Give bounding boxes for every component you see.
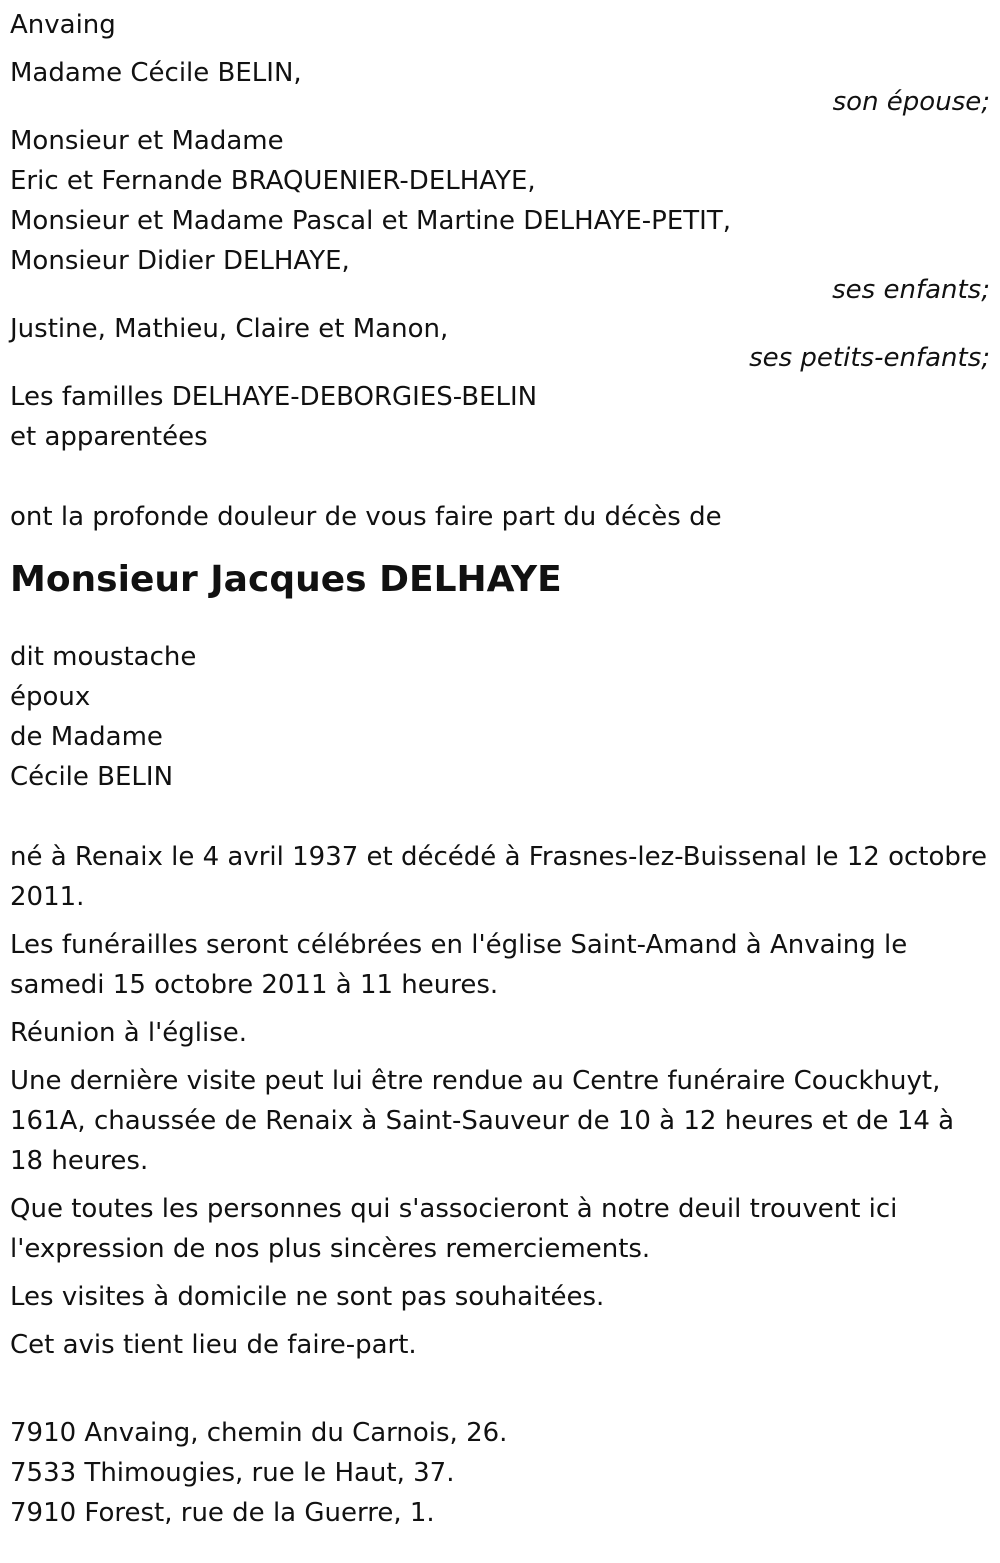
meeting-paragraph: Réunion à l'église.	[10, 1018, 248, 1048]
grandchildren-names: Justine, Mathieu, Claire et Manon,	[10, 314, 449, 344]
spacer	[10, 797, 990, 837]
detail-line: Cécile BELIN	[10, 762, 174, 792]
families-line: et apparentées	[10, 422, 208, 452]
deceased-details	[10, 637, 990, 797]
children-role: ses enfants;	[832, 275, 990, 305]
detail-line: dit moustache	[10, 642, 197, 672]
children-line: Monsieur Didier DELHAYE,	[10, 246, 350, 276]
address-line: 7910 Anvaing, chemin du Carnois, 26.	[10, 1418, 508, 1448]
notice-paragraph: Cet avis tient lieu de faire-part.	[10, 1330, 417, 1360]
deceased-name: Monsieur Jacques DELHAYE	[10, 559, 562, 600]
grandchildren-block	[10, 309, 990, 371]
grandchildren-role: ses petits-enfants;	[749, 343, 990, 373]
birth-death-paragraph: né à Renaix le 4 avril 1937 et décédé à Frasnes-lez-Buissenal le 12 octobre 2011.	[10, 842, 988, 912]
visit-paragraph: Une dernière visite peut lui être rendue au Centre funéraire Couckhuyt, 161A, chaussée de Renaix à Saint-Sauveur de 10 à 12 heures et de 14 à 18 heures.	[10, 1066, 955, 1176]
spouse-block	[10, 53, 990, 115]
detail-line: époux	[10, 682, 91, 712]
spacer	[10, 1373, 990, 1413]
address-line: 7910 Forest, rue de la Guerre, 1.	[10, 1498, 435, 1528]
thanks-paragraph: Que toutes les personnes qui s'associeront à notre deuil trouvent ici l'expression de nos plus sincères remerciements.	[10, 1194, 898, 1264]
families-line: Les familles DELHAYE-DEBORGIES-BELIN	[10, 382, 538, 412]
announcement-intro: ont la profonde douleur de vous faire part du décès de	[10, 502, 722, 532]
header-place: Anvaing	[10, 10, 116, 40]
children-line: Monsieur et Madame	[10, 126, 284, 156]
families-block	[10, 377, 990, 457]
funeral-paragraph: Les funérailles seront célébrées en l'église Saint-Amand à Anvaing le samedi 15 octobre 2011 à 11 heures.	[10, 930, 908, 1000]
spacer	[10, 45, 990, 53]
address-line: 7533 Thimougies, rue le Haut, 37.	[10, 1458, 455, 1488]
spouse-role: son épouse;	[832, 87, 990, 117]
children-block	[10, 121, 990, 303]
spacer	[10, 457, 990, 497]
obituary-notice	[10, 5, 990, 1533]
address-list	[10, 1413, 990, 1533]
no-visits-paragraph: Les visites à domicile ne sont pas souhaitées.	[10, 1282, 605, 1312]
spouse-name: Madame Cécile BELIN,	[10, 58, 302, 88]
information-paragraphs	[10, 837, 990, 1365]
children-line: Monsieur et Madame Pascal et Martine DELHAYE-PETIT,	[10, 206, 731, 236]
children-line: Eric et Fernande BRAQUENIER-DELHAYE,	[10, 166, 536, 196]
detail-line: de Madame	[10, 722, 163, 752]
